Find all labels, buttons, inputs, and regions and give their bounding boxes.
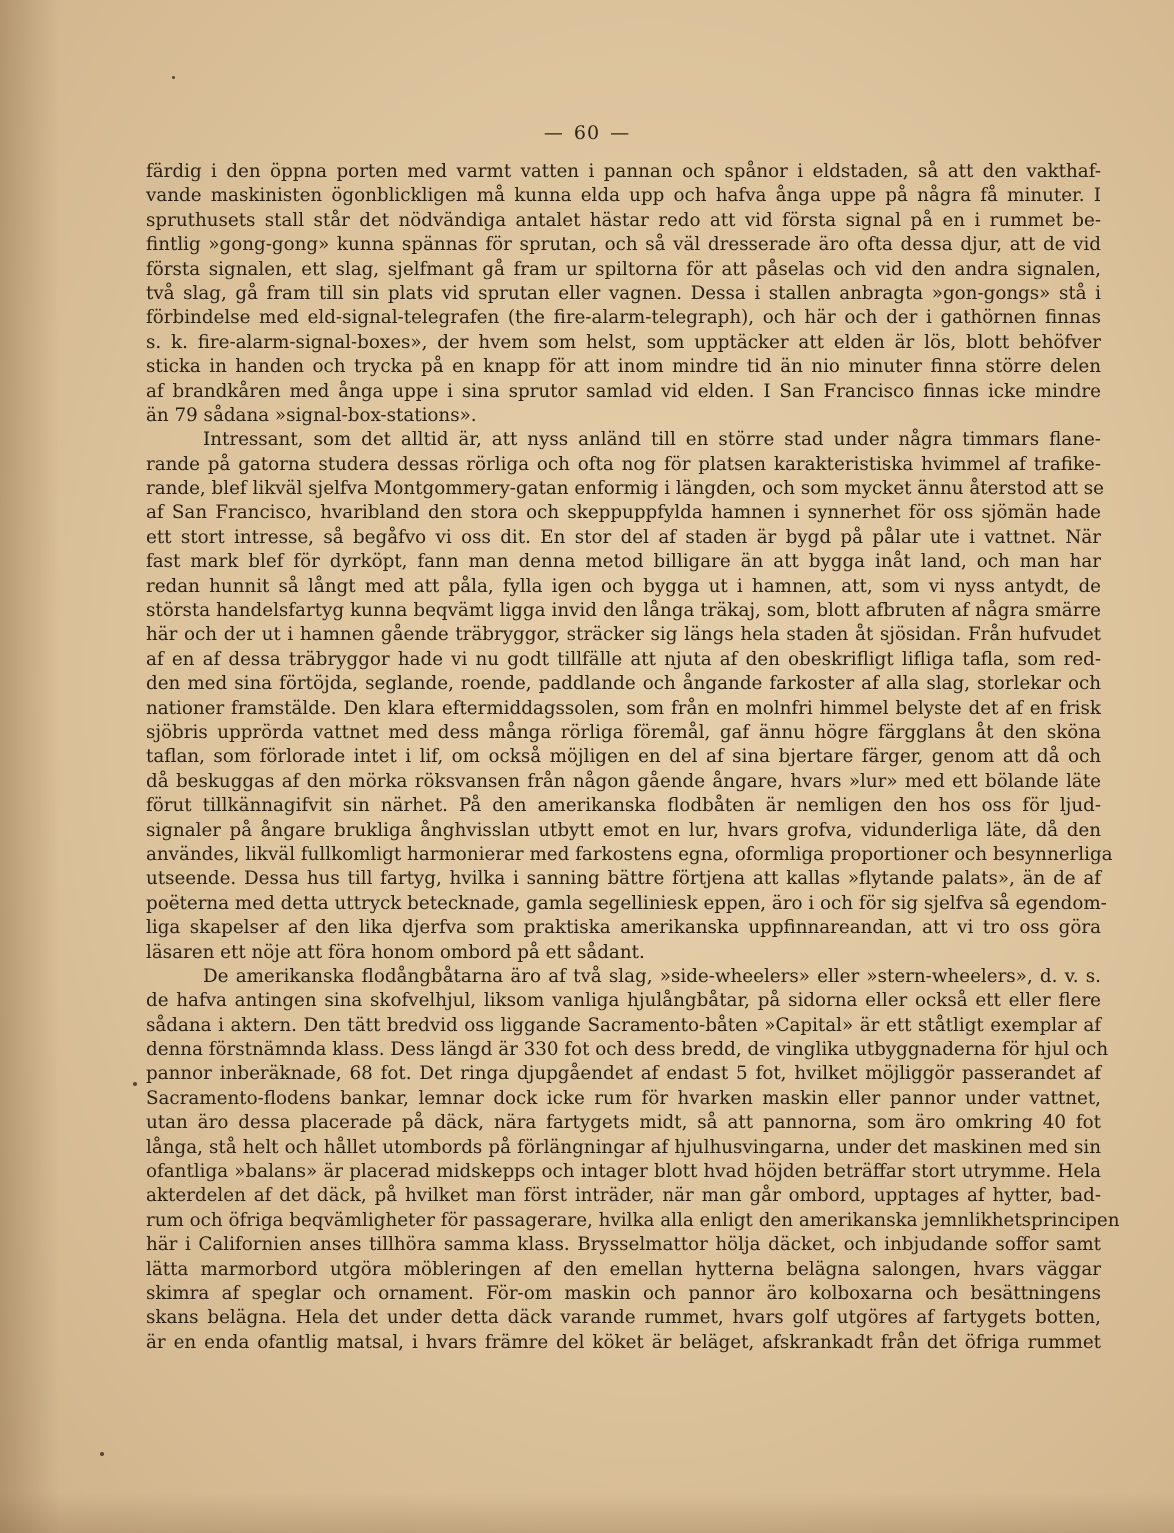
text-line: pannor inberäknade, 68 fot. Det ringa djupgåendet af endast 5 fot, hvilket möjliggör passerandet af xyxy=(146,1063,1101,1085)
text-line: då beskuggas af den mörka röksvansen från någon gående ångare, hvars »lur» med ett bölande läte xyxy=(146,770,1101,792)
text-line: fintlig »gong-gong» kunna spännas för sprutan, och så väl dresserade äro ofta dessa djur, att de vid xyxy=(146,234,1101,256)
text-line: utan äro dessa placerade på däck, nära fartygets midt, så att pannorna, som äro omkring 40 fot xyxy=(146,1112,1101,1134)
text-line: användes, likväl fullkomligt harmonierar med farkostens egna, oformliga proportioner och besynnerliga xyxy=(146,843,1113,865)
text-line: lätta marmorbord utgöra möbleringen af den emellan hytterna belägna salongen, hvars väggar xyxy=(146,1258,1101,1280)
text-line: är en enda ofantlig matsal, i hvars främre del köket är beläget, afskrankadt från det öfriga rummet xyxy=(146,1331,1101,1353)
text-line: sticka in handen och trycka på en knapp för att inom mindre tid än nio minuter finna större delen xyxy=(146,356,1101,378)
text-line: färdig i den öppna porten med varmt vatten i pannan och spånor i eldstaden, så att den vakthaf- xyxy=(146,161,1101,182)
text-line: de hafva antingen sina skofvelhjul, liksom vanliga hjulångbåtar, på sidorna eller också ett eller flere xyxy=(146,990,1101,1012)
text-line: rande, blef likväl sjelfva Montgommery-gatan enformig i längden, och som mycket ännu återstod att se xyxy=(146,478,1104,500)
text-line: akterdelen af det däck, på hvilket man först inträder, när man går ombord, upptages af hytter, bad- xyxy=(146,1185,1101,1207)
paper-speck xyxy=(172,76,175,79)
text-line: rande på gatorna studera dessas rörliga och ofta nog för platsen karakteristiska hvimmel af trafike- xyxy=(146,453,1101,475)
text-line: sjöbris upprörda vattnet med dess många rörliga föremål, gaf ännu högre färgglans åt den sköna xyxy=(146,721,1101,743)
text-line: af brandkåren med ånga uppe i sina sprutor samlad vid elden. I San Francisco finnas icke mindre xyxy=(146,380,1101,402)
text-line: ett stort intresse, så begåfvo vi oss dit. En stor del af staden är bygd på pålar ute i vattnet. När xyxy=(146,526,1101,548)
text-line: poëterna med detta uttryck betecknade, gamla segelliniesk eppen, äro i och för sig sjelfva så egendom- xyxy=(146,892,1107,914)
text-line: största handelsfartyg kunna beqvämt ligga invid den långa träkaj, som, blott afbruten af några smärre xyxy=(146,600,1101,622)
text-line: s. k. fire-alarm-signal-boxes», der hvem som helst, som upptäcker att elden är lös, blott behöfver xyxy=(146,331,1101,353)
text-line: här i Californien anses tillhöra samma klass. Brysselmattor hölja däcket, och inbjudande soffor samt xyxy=(146,1234,1101,1256)
paper-speck xyxy=(133,1082,137,1086)
text-line: taflan, som förlorade intet i lif, om också möjligen en del af sina bjertare färger, genom att då och xyxy=(146,746,1101,768)
page-number-dash-right: — xyxy=(610,122,631,144)
text-line: Intressant, som det alltid är, att nyss anländ till en större stad under några timmars flane- xyxy=(203,429,1101,451)
text-line: sådana i aktern. Den tätt bredvid oss liggande Sacramento-båten »Capital» är ett ståtligt exemplar af xyxy=(146,1014,1101,1036)
text-line: rum och öfriga beqvämligheter för passagerare, hvilka alla enligt den amerikanska jemnlikhetsprincipen xyxy=(146,1209,1120,1231)
text-line: De amerikanska flodångbåtarna äro af två slag, »side-wheelers» eller »stern-wheelers», d. v. s. xyxy=(203,965,1101,987)
text-line: liga skapelser af den lika djerfva som praktiska amerikanska uppfinnareandan, att vi tro oss göra xyxy=(146,917,1101,939)
text-line: än 79 sådana »signal-box-stations». xyxy=(146,404,477,426)
text-line: skimra af speglar och ornament. För-om maskin och pannor äro kolboxarna och besättningens xyxy=(146,1282,1101,1304)
text-line: långa, stå helt och hållet utombords på förlängningar af hjulhusvingarna, under det maskinen med sin xyxy=(146,1136,1101,1158)
body-text xyxy=(146,160,1120,1355)
text-line: signaler på ångare brukliga ånghvisslan utbytt emot en lur, hvars grofva, vidunderliga läte, då den xyxy=(146,819,1101,841)
text-line: af San Francisco, hvaribland den stora och skeppuppfylda hamnen i synnerhet för oss sjömän hade xyxy=(146,502,1101,524)
text-line: den med sina förtöjda, seglande, roende, paddlande och ångande farkoster af alla slag, storlekar och xyxy=(146,673,1101,695)
text-line: af en af dessa träbryggor hade vi nu godt tillfälle att njuta af den obeskrifligt lifliga tafla, som red- xyxy=(146,648,1101,670)
text-line: läsaren ett nöje att föra honom ombord på ett sådant. xyxy=(146,941,645,963)
page-number-dash-left: — xyxy=(543,122,564,144)
text-line: skans belägna. Hela det under detta däck varande rummet, hvars golf utgöres af fartygets botten, xyxy=(146,1307,1101,1329)
text-line: utseende. Dessa hus till fartyg, hvilka i sanning bättre förtjena att kallas »flytande palats», än de af xyxy=(146,868,1101,890)
text-line: förbindelse med eld-signal-telegrafen (the fire-alarm-telegraph), och här och der i gathörnen finnas xyxy=(146,307,1101,329)
text-line: fast mark blef för dyrköpt, fann man denna metod billigare än att bygga inåt land, och man har xyxy=(146,551,1101,573)
text-line: vande maskinisten ögonblickligen må kunna elda upp och hafva ånga uppe på några få minuter. I xyxy=(146,185,1101,207)
page-shadow-bottom xyxy=(0,1493,1174,1533)
text-line: nationer framstälde. Den klara eftermiddagssolen, som från en molnfri himmel belyste det af en frisk xyxy=(146,697,1101,719)
text-line: spruthusets stall står det nödvändiga antalet hästar redo att vid första signal på en i rummet be- xyxy=(146,209,1101,231)
text-line: Sacramento-flodens bankar, lemnar dock icke rum för hvarken maskin eller pannor under vattnet, xyxy=(146,1087,1101,1109)
text-line: här och der ut i hamnen gående träbryggor, sträcker sig längs hela staden åt sjösidan. Från hufvudet xyxy=(146,624,1101,646)
text-line: ofantliga »balans» är placerad midskepps och intager blott hvad höjden beträffar stort utrymme. Hela xyxy=(146,1161,1101,1183)
text-line: förut tillkännagifvit sin närhet. På den amerikanska flodbåten är nemligen den hos oss för ljud- xyxy=(146,795,1101,817)
text-line: denna förstnämnda klass. Dess längd är 330 fot och dess bredd, de vinglika utbyggnaderna för hjul och xyxy=(146,1039,1109,1061)
text-line: första signalen, ett slag, sjelfmant gå fram ur spiltorna för att påselas och vid den andra signalen, xyxy=(146,258,1101,280)
paper-speck xyxy=(100,1452,104,1456)
page-number xyxy=(0,122,1174,144)
text-line: två slag, gå fram till sin plats vid sprutan eller vagnen. Dessa i stallen anbragta »gon-gongs» stå i xyxy=(146,282,1101,304)
page-number-value: 60 xyxy=(573,122,601,144)
page-shadow-left xyxy=(0,0,60,1533)
text-line: redan hunnit så långt med att påla, fylla igen och bygga ut i hamnen, att, som vi nyss antydt, de xyxy=(146,575,1101,597)
